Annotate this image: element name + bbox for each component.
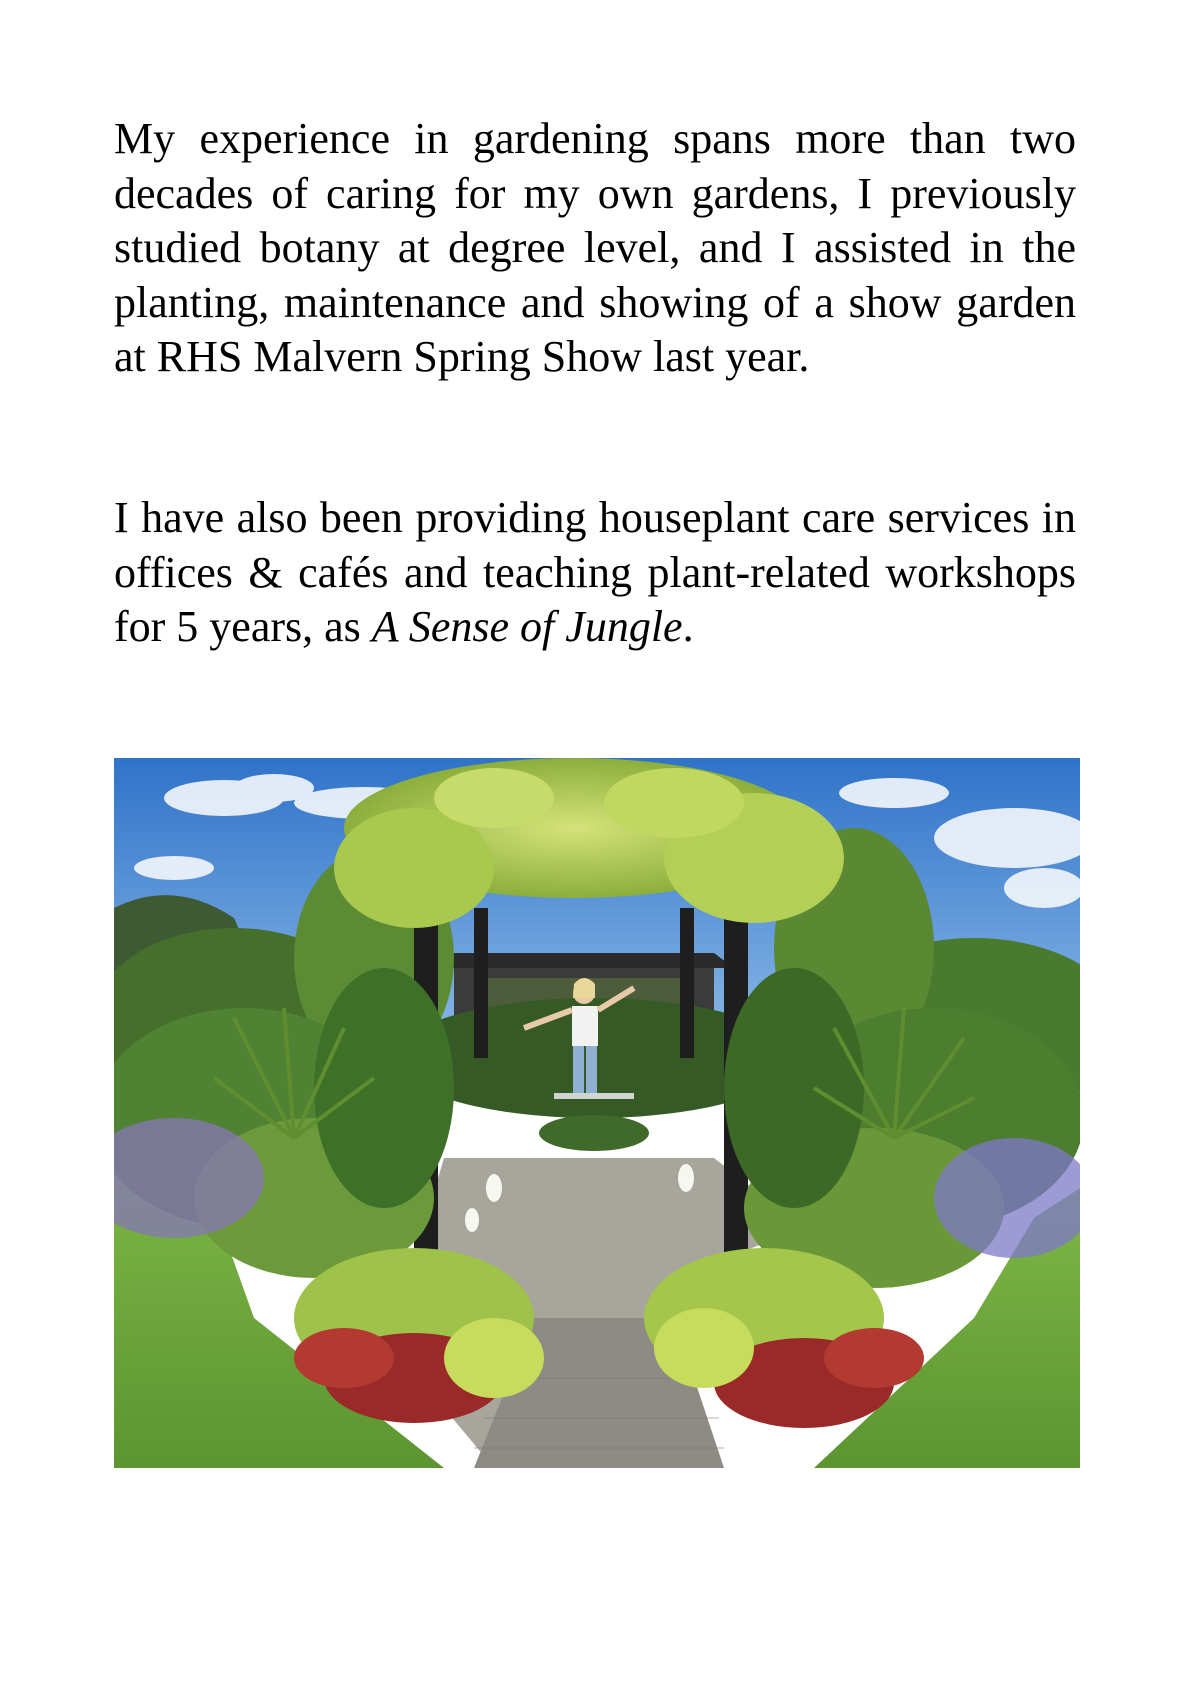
business-name: A Sense of Jungle: [371, 602, 683, 651]
paragraph-experience: My experience in gardening spans more than two decades of caring for my own gardens, I previously studied botany at degree level, and I assisted in the planting, maintenance and showing of a show garden at RHS Malvern Spring Show last year.: [114, 114, 1076, 381]
paragraph-services: [114, 491, 1076, 655]
center-bed: [539, 1115, 649, 1151]
services-text: I have also been providing houseplant care services in offices & cafés and teaching plant-related workshops for 5 years, as: [114, 493, 1076, 651]
garden-photo: [114, 758, 1080, 1468]
center-table: [554, 1093, 634, 1099]
services-end: .: [682, 602, 694, 651]
